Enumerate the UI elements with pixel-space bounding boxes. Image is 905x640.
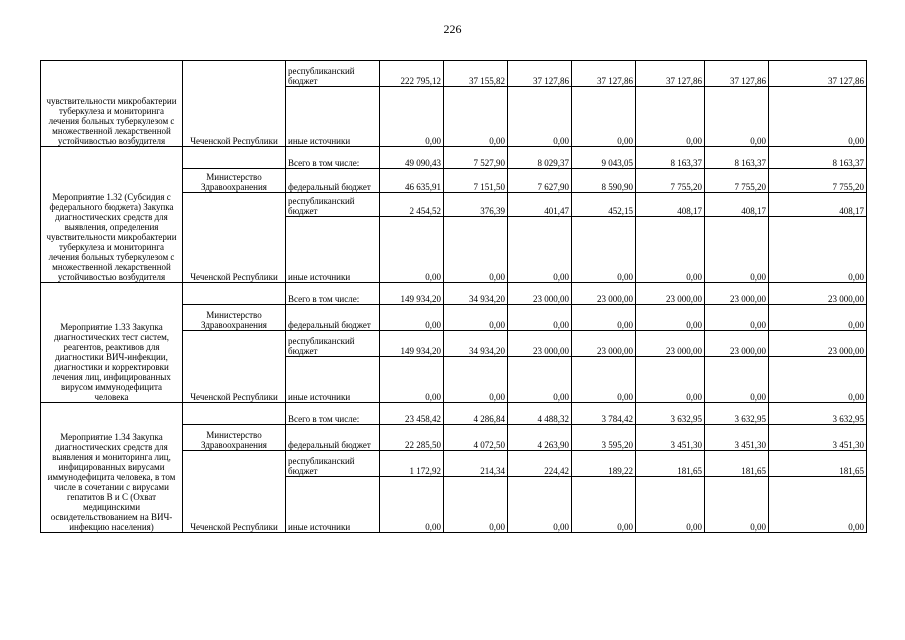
funding-source-cell: республиканский бюджет: [286, 193, 380, 217]
amount-cell: 4 488,32: [508, 403, 572, 425]
funding-source-cell: Всего в том числе:: [286, 283, 380, 305]
amount-cell: 3 632,95: [769, 403, 867, 425]
amount-cell: 23 000,00: [705, 283, 769, 305]
executor-cell: Чеченской Республики: [183, 193, 286, 283]
executor-cell: Министерство Здравоохранения: [183, 425, 286, 451]
amount-cell: 23 000,00: [705, 331, 769, 357]
amount-cell: 3 451,30: [636, 425, 705, 451]
amount-cell: 49 090,43: [380, 147, 444, 169]
table-row: [41, 403, 867, 425]
amount-cell: 23 000,00: [636, 331, 705, 357]
funding-source-cell: федеральный бюджет: [286, 305, 380, 331]
amount-cell: 0,00: [636, 357, 705, 403]
amount-cell: 181,65: [769, 451, 867, 477]
amount-cell: 214,34: [444, 451, 508, 477]
amount-cell: 0,00: [380, 87, 444, 147]
funding-source-cell: республиканский бюджет: [286, 61, 380, 87]
amount-cell: 23 458,42: [380, 403, 444, 425]
amount-cell: 408,17: [636, 193, 705, 217]
amount-cell: 376,39: [444, 193, 508, 217]
table-row: [41, 147, 867, 169]
funding-source-cell: иные источники: [286, 477, 380, 533]
amount-cell: 408,17: [769, 193, 867, 217]
amount-cell: 7 151,50: [444, 169, 508, 193]
amount-cell: 8 163,37: [769, 147, 867, 169]
amount-cell: 0,00: [769, 477, 867, 533]
funding-source-cell: федеральный бюджет: [286, 169, 380, 193]
amount-cell: 23 000,00: [769, 283, 867, 305]
amount-cell: 23 000,00: [636, 283, 705, 305]
amount-cell: 23 000,00: [572, 283, 636, 305]
amount-cell: 8 163,37: [705, 147, 769, 169]
amount-cell: 0,00: [444, 305, 508, 331]
amount-cell: 0,00: [705, 217, 769, 283]
executor-cell: Чеченской Республики: [183, 331, 286, 403]
amount-cell: 0,00: [572, 217, 636, 283]
amount-cell: 0,00: [508, 357, 572, 403]
amount-cell: 37 155,82: [444, 61, 508, 87]
amount-cell: 452,15: [572, 193, 636, 217]
amount-cell: 23 000,00: [508, 283, 572, 305]
amount-cell: 1 172,92: [380, 451, 444, 477]
funding-source-cell: иные источники: [286, 217, 380, 283]
amount-cell: 189,22: [572, 451, 636, 477]
amount-cell: 7 755,20: [636, 169, 705, 193]
funding-source-cell: иные источники: [286, 357, 380, 403]
amount-cell: 0,00: [572, 87, 636, 147]
amount-cell: 408,17: [705, 193, 769, 217]
amount-cell: 0,00: [444, 217, 508, 283]
amount-cell: 4 072,50: [444, 425, 508, 451]
amount-cell: 0,00: [380, 217, 444, 283]
amount-cell: 0,00: [769, 357, 867, 403]
amount-cell: 23 000,00: [769, 331, 867, 357]
amount-cell: 0,00: [508, 87, 572, 147]
amount-cell: 149 934,20: [380, 283, 444, 305]
amount-cell: 0,00: [444, 87, 508, 147]
amount-cell: 0,00: [705, 477, 769, 533]
funding-source-cell: республиканский бюджет: [286, 451, 380, 477]
executor-cell: [183, 147, 286, 169]
amount-cell: 37 127,86: [705, 61, 769, 87]
amount-cell: 3 595,20: [572, 425, 636, 451]
amount-cell: 37 127,86: [572, 61, 636, 87]
amount-cell: 149 934,20: [380, 331, 444, 357]
amount-cell: 401,47: [508, 193, 572, 217]
executor-cell: Министерство Здравоохранения: [183, 169, 286, 193]
amount-cell: 0,00: [769, 305, 867, 331]
amount-cell: 0,00: [572, 305, 636, 331]
amount-cell: 0,00: [705, 87, 769, 147]
measure-cell: Мероприятие 1.32 (Субсидия с федерального бюджета) Закупка диагностических средств для выявления, определения чувствительности микробактерии туберкулеза и мониторинга лечения больных туберкулезом с множественной лекарственной устойчивостью возбудителя: [41, 147, 183, 283]
amount-cell: 0,00: [380, 305, 444, 331]
executor-cell: Чеченской Республики: [183, 451, 286, 533]
amount-cell: 8 590,90: [572, 169, 636, 193]
amount-cell: 3 632,95: [636, 403, 705, 425]
amount-cell: 0,00: [572, 357, 636, 403]
amount-cell: 4 263,90: [508, 425, 572, 451]
amount-cell: 0,00: [705, 305, 769, 331]
amount-cell: 0,00: [508, 305, 572, 331]
amount-cell: 0,00: [636, 477, 705, 533]
amount-cell: 3 451,30: [769, 425, 867, 451]
amount-cell: 37 127,86: [636, 61, 705, 87]
amount-cell: 224,42: [508, 451, 572, 477]
amount-cell: 7 527,90: [444, 147, 508, 169]
amount-cell: 0,00: [380, 357, 444, 403]
funding-source-cell: Всего в том числе:: [286, 147, 380, 169]
budget-table: [40, 60, 867, 533]
amount-cell: 222 795,12: [380, 61, 444, 87]
amount-cell: 0,00: [380, 477, 444, 533]
amount-cell: 46 635,91: [380, 169, 444, 193]
funding-source-cell: федеральный бюджет: [286, 425, 380, 451]
amount-cell: 0,00: [636, 87, 705, 147]
amount-cell: 0,00: [636, 217, 705, 283]
amount-cell: 34 934,20: [444, 283, 508, 305]
measure-cell: Мероприятие 1.34 Закупка диагностических средств для выявления и мониторинга лиц, инфицированных вирусами иммунодефицита человека, в том числе в сочетании с вирусами гепатитов B и C (Охват медицинскими освидетельствованием на ВИЧ-инфекцию населения): [41, 403, 183, 533]
amount-cell: 7 755,20: [769, 169, 867, 193]
funding-source-cell: республиканский бюджет: [286, 331, 380, 357]
page-number: 226: [443, 22, 462, 36]
table-row: [41, 61, 867, 87]
executor-cell: [183, 403, 286, 425]
amount-cell: 0,00: [705, 357, 769, 403]
amount-cell: 0,00: [444, 477, 508, 533]
executor-cell: [183, 283, 286, 305]
amount-cell: 8 029,37: [508, 147, 572, 169]
measure-cell: чувствительности микробактерии туберкулеза и мониторинга лечения больных туберкулезом с множественной лекарственной устойчивостью возбудителя: [41, 61, 183, 147]
amount-cell: 8 163,37: [636, 147, 705, 169]
amount-cell: 4 286,84: [444, 403, 508, 425]
executor-cell: Министерство Здравоохранения: [183, 305, 286, 331]
amount-cell: 23 000,00: [508, 331, 572, 357]
funding-source-cell: Всего в том числе:: [286, 403, 380, 425]
amount-cell: 22 285,50: [380, 425, 444, 451]
amount-cell: 0,00: [508, 217, 572, 283]
table-row: [41, 283, 867, 305]
amount-cell: 37 127,86: [508, 61, 572, 87]
amount-cell: 0,00: [769, 87, 867, 147]
amount-cell: 0,00: [444, 357, 508, 403]
amount-cell: 0,00: [636, 305, 705, 331]
amount-cell: 3 632,95: [705, 403, 769, 425]
amount-cell: 2 454,52: [380, 193, 444, 217]
measure-cell: Мероприятие 1.33 Закупка диагностических тест систем, реагентов, реактивов для диагностики ВИЧ-инфекции, диагностики и корректировки лечения лиц, инфицированных вирусом иммунодефицита человека: [41, 283, 183, 403]
amount-cell: 181,65: [705, 451, 769, 477]
amount-cell: 0,00: [769, 217, 867, 283]
amount-cell: 3 451,30: [705, 425, 769, 451]
amount-cell: 34 934,20: [444, 331, 508, 357]
executor-cell: Чеченской Республики: [183, 61, 286, 147]
amount-cell: 0,00: [508, 477, 572, 533]
amount-cell: 0,00: [572, 477, 636, 533]
amount-cell: 3 784,42: [572, 403, 636, 425]
amount-cell: 181,65: [636, 451, 705, 477]
amount-cell: 37 127,86: [769, 61, 867, 87]
funding-source-cell: иные источники: [286, 87, 380, 147]
amount-cell: 9 043,05: [572, 147, 636, 169]
amount-cell: 23 000,00: [572, 331, 636, 357]
amount-cell: 7 627,90: [508, 169, 572, 193]
amount-cell: 7 755,20: [705, 169, 769, 193]
